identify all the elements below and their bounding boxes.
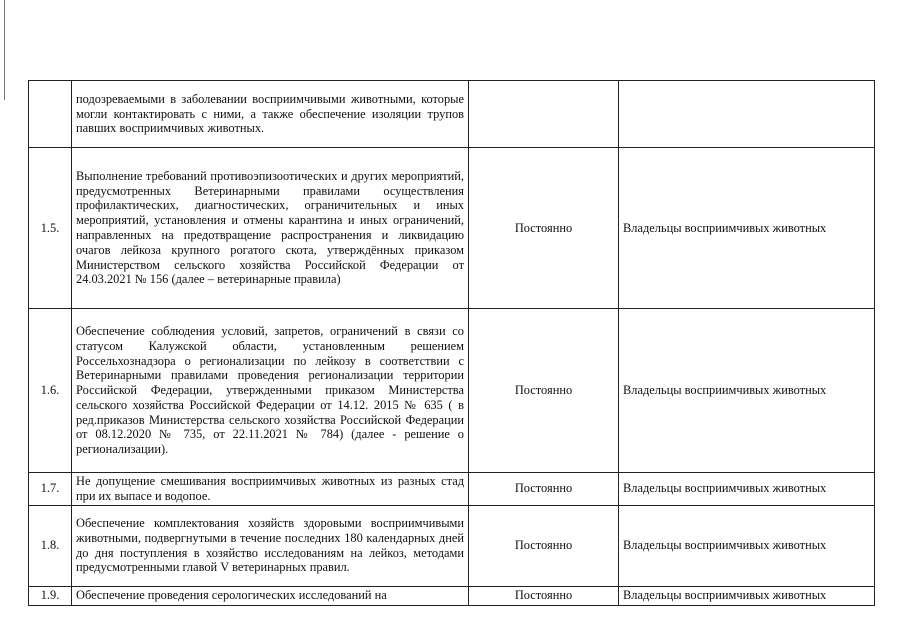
measure-term — [469, 81, 619, 148]
measure-executor — [619, 81, 875, 148]
measure-description: Не допущение смешивания восприимчивых животных из разных стад при их выпасе и водопое. — [72, 473, 469, 506]
measure-term: Постоянно — [469, 148, 619, 309]
measures-table — [28, 80, 875, 606]
measure-executor: Владельцы восприимчивых животных — [619, 586, 875, 605]
table-row — [29, 505, 875, 586]
measure-term: Постоянно — [469, 586, 619, 605]
table-row — [29, 148, 875, 309]
table-row — [29, 586, 875, 605]
measure-executor: Владельцы восприимчивых животных — [619, 473, 875, 506]
table-row — [29, 81, 875, 148]
measure-term: Постоянно — [469, 473, 619, 506]
measure-description: Обеспечение соблюдения условий, запретов, ограничений в связи со статусом Калужской области, установленным решением Россельхознадзора о регионализации по лейкозу в соответствии с Ветеринарными правилами проведения регионализации территории Российской Федерации, утвержденными приказом Министерства сельского хозяйства Российской Федерации от 14.12. 2015 № 635 ( в ред.приказов Министерства сельского хозяйства Российской Федерации от 08.12.2020 № 735, от 22.11.2021 № 784) (далее - решение о регионализации). — [72, 309, 469, 473]
measure-term: Постоянно — [469, 309, 619, 473]
measure-executor: Владельцы восприимчивых животных — [619, 148, 875, 309]
table-row — [29, 473, 875, 506]
row-number — [29, 81, 72, 148]
measure-term: Постоянно — [469, 505, 619, 586]
measure-description: Выполнение требований противоэпизоотических и других мероприятий, предусмотренных Ветеринарными правилами осуществления профилактических, диагностических, ограничительных и иных мероприятий, установления и отмены карантина и иных ограничений, направленных на предотвращение распространения и ликвидацию очагов лейкоза крупного рогатого скота, утверждённых приказом Министерством сельского хозяйства Российской Федерации от 24.03.2021 № 156 (далее – ветеринарные правила) — [72, 148, 469, 309]
table-row — [29, 309, 875, 473]
measure-description: Обеспечение проведения серологических исследований на — [72, 586, 469, 605]
row-number: 1.6. — [29, 309, 72, 473]
row-number: 1.5. — [29, 148, 72, 309]
measure-description: подозреваемыми в заболевании восприимчивыми животными, которые могли контактировать с ними, а также обеспечение изоляции трупов павших восприимчивых животных. — [72, 81, 469, 148]
row-number: 1.8. — [29, 505, 72, 586]
row-number: 1.7. — [29, 473, 72, 506]
scan-edge-line — [4, 0, 5, 100]
measure-executor: Владельцы восприимчивых животных — [619, 505, 875, 586]
measure-description: Обеспечение комплектования хозяйств здоровыми восприимчивыми животными, подвергнутыми в течение последних 180 календарных дней до дня поступления в хозяйство исследованиям на лейкоз, методами предусмотренными главой V ветеринарных правил. — [72, 505, 469, 586]
row-number: 1.9. — [29, 586, 72, 605]
measure-executor: Владельцы восприимчивых животных — [619, 309, 875, 473]
